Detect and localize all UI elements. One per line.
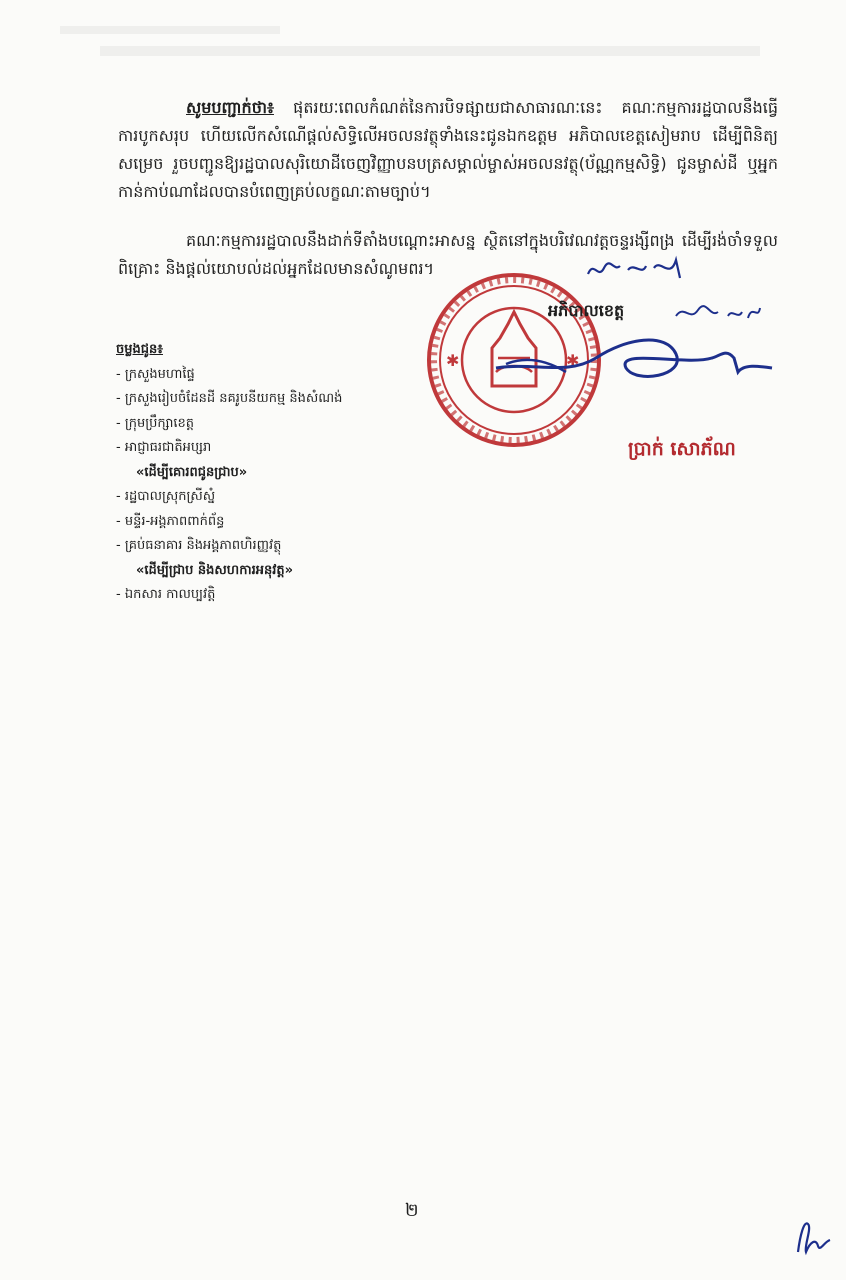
svg-text:✱: ✱	[566, 351, 580, 370]
confirmation-lead: សូមបញ្ជាក់ថា៖	[186, 98, 274, 117]
governor-title: អភិបាលខេត្ត	[548, 301, 625, 320]
list-item: - អាជ្ញាធរជាតិអប្សរា	[116, 440, 212, 455]
recipient-note: «ដើម្បីជ្រាប និងសហការអនុវត្ត»	[136, 562, 293, 578]
list-item: - គ្រប់ធនាគារ និងអង្គភាពហិរញ្ញវត្ថុ	[116, 538, 282, 553]
page-number: ២	[405, 1200, 419, 1221]
handwritten-initial-icon	[790, 1212, 838, 1260]
paragraph-confirmation	[118, 94, 778, 206]
governor-initial-scribble-icon	[672, 298, 762, 326]
list-item: - មន្ទីរ-អង្គភាពពាក់ព័ន្ធ	[116, 513, 225, 529]
bleed-through-shadow	[40, 16, 820, 86]
list-item: - ឯកសារ កាលប្បវត្តិ	[116, 587, 216, 602]
svg-text:✱: ✱	[446, 351, 460, 370]
governor-signature-icon	[476, 328, 776, 398]
confirmation-text: ផុតរយៈពេលកំណត់នៃការបិទផ្សាយជាសាធារណៈនេះ គណៈកម្មការរដ្ឋបាលនឹងធ្វើការបូកសរុប ហើយលើកសំណើផ្តល់សិទ្ធិលើអចលនវត្ថុទាំងនេះជូនឯកឧត្តម អភិបាលខេត្តសៀមរាប ដើម្បីពិនិត្យសម្រេច រួចបញ្ជូនឱ្យរដ្ឋបាលសុរិយោដីចេញវិញ្ញាបនបត្រសម្គាល់ម្ចាស់អចលនវត្ថុ(ប័ណ្ណកម្មសិទ្ធិ) ជូនម្ចាស់ដី ឬអ្នកកាន់កាប់ណាដែលបានបំពេញគ្រប់លក្ខណៈតាមច្បាប់។	[118, 98, 778, 201]
list-item: - ក្រសួងរៀបចំដែនដី នគរូបនីយកម្ម និងសំណង់	[116, 391, 343, 406]
list-item: - រដ្ឋបាលស្រុកស្រីស្នំ	[116, 489, 216, 504]
list-item: - ក្រុមប្រឹក្សាខេត្ត	[116, 415, 195, 431]
recipient-list-title: ចម្លងជូន៖	[116, 342, 163, 357]
governor-name: ប្រាក់ សោភ័ណ	[628, 438, 736, 460]
recipient-list	[116, 338, 416, 608]
temporary-location-text: គណៈកម្មការរដ្ឋបាលនឹងដាក់ទីតាំងបណ្តោះអាសន្ន ស្ថិតនៅក្នុងបរិវេណវត្តចន្ទរង្សីពង្រ ដើម្បីរង់ចាំទទួលពិគ្រោះ និងផ្តល់យោបល់ដល់អ្នកដែលមានសំណូមពរ។	[118, 231, 778, 278]
recipient-note: «ដើម្បីគោរពជូនជ្រាប»	[136, 464, 248, 480]
list-item: - ក្រសួងមហាផ្ទៃ	[116, 366, 195, 382]
